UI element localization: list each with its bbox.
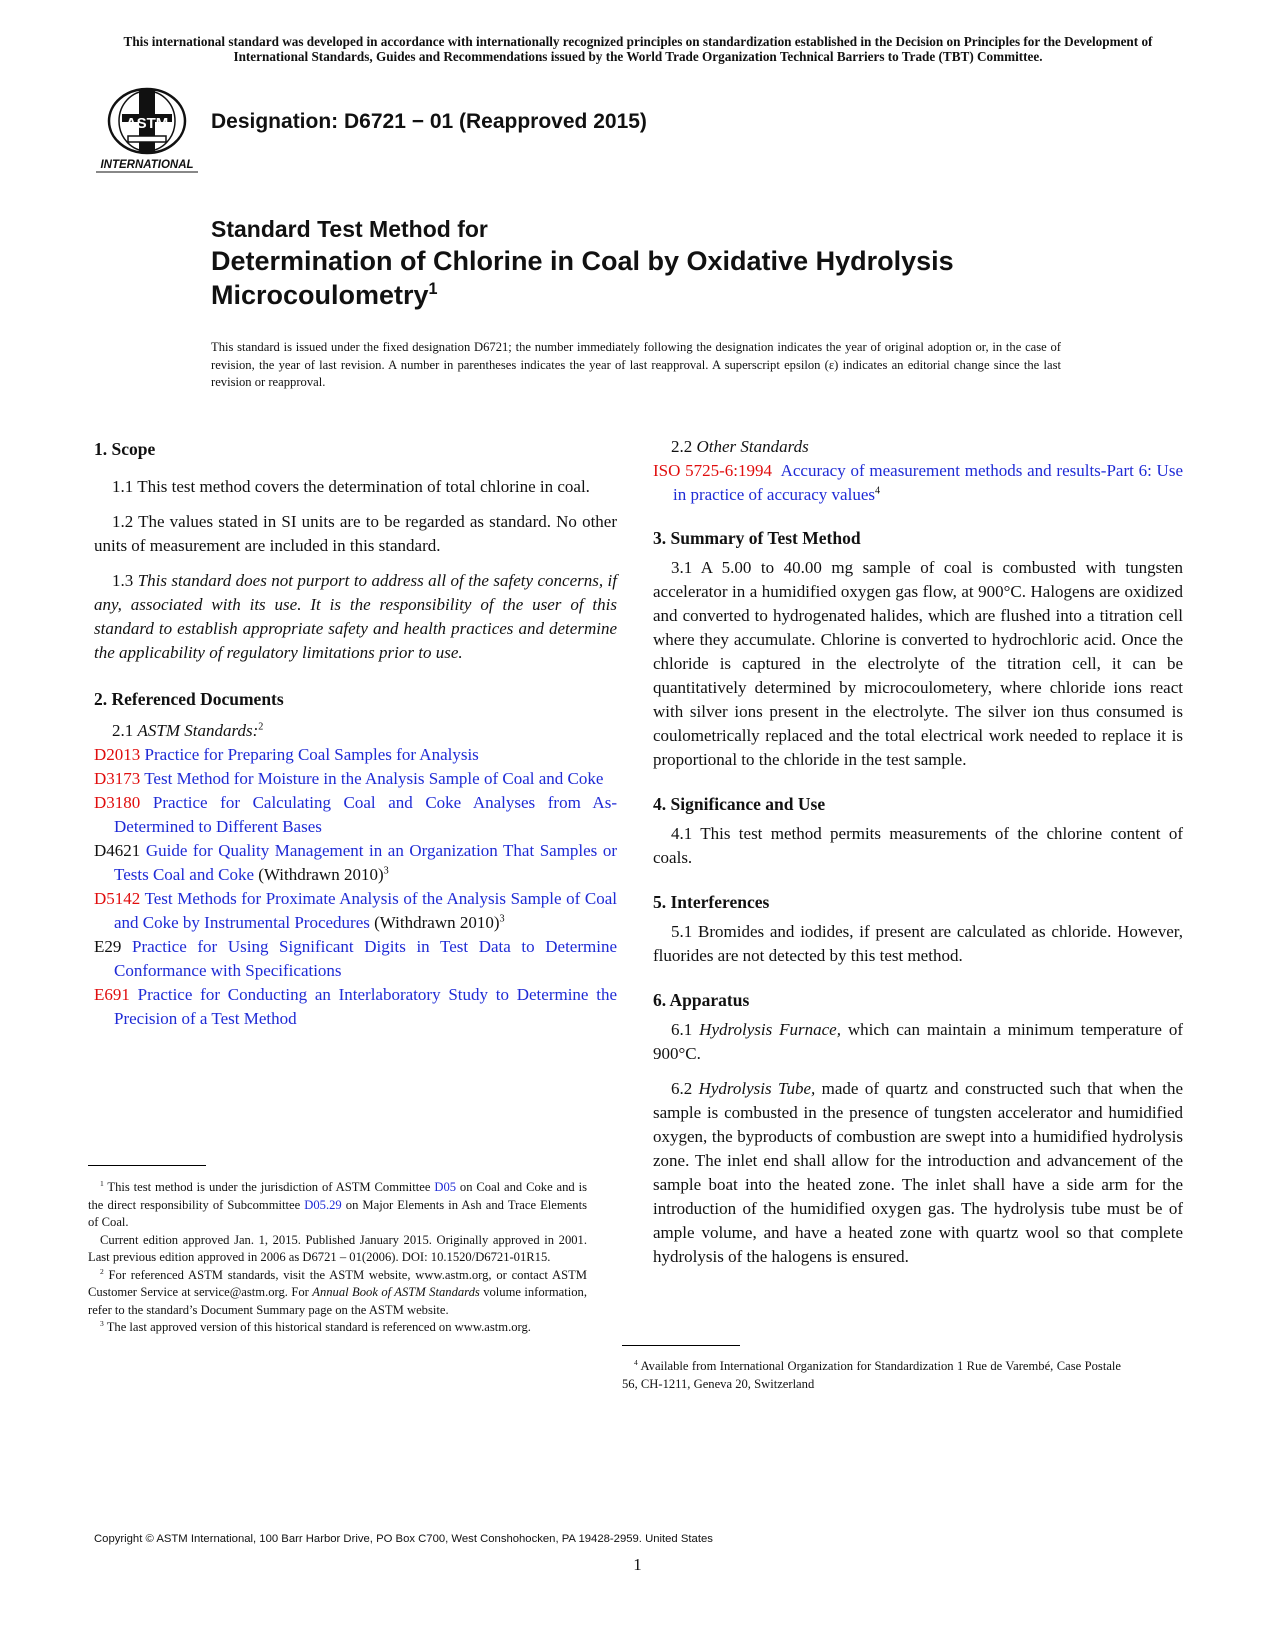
scope-p2: 1.2 The values stated in SI units are to be regarded as standard. No other units of measurement are included in this standard. bbox=[94, 512, 617, 555]
title-line-2: Determination of Chlorine in Coal by Oxidative Hydrolysis bbox=[211, 246, 954, 276]
footnote-1: $^1$ This test method is under the jurisdiction of ASTM Committee D05 on Coal and Coke and is the direct responsibility of Subcommittee D05.29 on Major Elements in Ash and Trace Elements of Coal. bbox=[88, 1178, 587, 1229]
section-heading-summary: 3. Summary of Test Method bbox=[653, 528, 861, 548]
footnote-rule-right bbox=[622, 1345, 740, 1346]
ref-code[interactable]: D3180 bbox=[94, 793, 141, 812]
section-heading-interferences: 5. Interferences bbox=[653, 892, 770, 912]
ref-item[interactable] bbox=[94, 767, 617, 791]
ref-title[interactable]: Test Methods for Proximate Analysis of the Analysis Sample of Coal and Coke by Instrumental Procedures bbox=[114, 889, 617, 932]
ref-title[interactable]: Guide for Quality Management in an Organization That Samples or Tests Coal and Coke bbox=[114, 841, 617, 884]
ref-item[interactable] bbox=[94, 743, 617, 767]
section-heading-apparatus: 6. Apparatus bbox=[653, 990, 750, 1010]
footnote-1-edition: Current edition approved Jan. 1, 2015. Published January 2015. Originally approved in 2001. Last previous edition approved in 2006 as D6721 – 01(2006). DOI: 10.1520/D6721-01R15. bbox=[88, 1232, 587, 1264]
ref-title[interactable]: Practice for Calculating Coal and Coke Analyses from As-Determined to Different Bases bbox=[114, 793, 617, 836]
other-standards-label: 2.2 Other Standards bbox=[671, 437, 809, 456]
ref-item[interactable] bbox=[94, 983, 617, 1031]
interferences-p1: 5.1 Bromides and iodides, if present are calculated as chloride. However, fluorides are not detected by this test method. bbox=[653, 922, 1183, 965]
ref-title[interactable]: Test Method for Moisture in the Analysis Sample of Coal and Coke bbox=[144, 769, 604, 788]
ref-title[interactable]: Practice for Using Significant Digits in Test Data to Determine Conformance with Specifications bbox=[114, 937, 617, 980]
ref-title[interactable]: Practice for Preparing Coal Samples for Analysis bbox=[144, 745, 479, 764]
copyright: Copyright © ASTM International, 100 Barr Harbor Drive, PO Box C700, West Conshohocken, PA 19428-2959. United States bbox=[94, 1533, 713, 1545]
significance-p1: 4.1 This test method permits measurements of the chlorine content of coals. bbox=[653, 824, 1183, 867]
scope-p1: 1.1 This test method covers the determination of total chlorine in coal. bbox=[112, 477, 590, 496]
section-heading-scope: 1. Scope bbox=[94, 439, 156, 459]
ref-item[interactable] bbox=[94, 791, 617, 839]
title-block bbox=[211, 214, 1111, 312]
scope-p3: 1.3 This standard does not purport to address all of the safety concerns, if any, associated with its use. It is the responsibility of the user of this standard to establish appropriate safety and health practices and determine the applicability of regulatory limitations prior to use. bbox=[94, 571, 617, 662]
apparatus-p2: 6.2 Hydrolysis Tube, made of quartz and constructed such that when the sample is combusted in the presence of tungsten accelerator and humidified oxygen, the byproducts of combustion are swept into a humidified hydrolysis zone. The inlet end shall allow for the introduction and advancement of the sample boat into the heated zone. The inlet shall have a side arm for the introduction of the humidified oxygen gas. The hydrolysis tube must be of ample volume, and have a heated zone with quartz wool so that complete hydrolysis of the halogens is ensured. bbox=[653, 1079, 1184, 1266]
title-footnote-mark[interactable]: 1 bbox=[428, 280, 438, 298]
svg-text:ASTM: ASTM bbox=[125, 115, 169, 132]
ref-code: E29 bbox=[94, 937, 122, 956]
iso-ref-code[interactable]: ISO 5725-6:1994 bbox=[653, 461, 773, 480]
ref-code: D4621 bbox=[94, 841, 141, 860]
ref-list bbox=[94, 743, 617, 1031]
ref-item[interactable]: D5142 Test Methods for Proximate Analysis of the Analysis Sample of Coal and Coke by Instrumental Procedures (Withdrawn 2010)$^3$ bbox=[94, 889, 617, 932]
issue-note: This standard is issued under the fixed designation D6721; the number immediately following the designation indicates the year of original adoption or, in the case of revision, the year of last revision. A number in parentheses indicates the year of last reapproval. A superscript epsilon (ε) indicates an editorial change since the last revision or reapproval. bbox=[211, 340, 1061, 389]
designation: Designation: D6721 − 01 (Reapproved 2015) bbox=[211, 110, 647, 133]
title-line-1: Standard Test Method for bbox=[211, 216, 488, 242]
astm-logo bbox=[92, 84, 202, 179]
ref-title[interactable]: Practice for Conducting an Interlaboratory Study to Determine the Precision of a Test Method bbox=[114, 985, 618, 1028]
logo-subtext: INTERNATIONAL bbox=[100, 159, 194, 171]
subcommittee-link[interactable]: D05.29 bbox=[304, 1197, 342, 1212]
ref-code[interactable]: D5142 bbox=[94, 889, 141, 908]
right-column bbox=[653, 435, 1183, 1280]
astm-standards-label: 2.1 ASTM Standards:$^2$ bbox=[112, 721, 264, 740]
ref-item[interactable]: D4621 Guide for Quality Management in an Organization That Samples or Tests Coal and Coke (Withdrawn 2010)$^3$ bbox=[94, 841, 617, 884]
section-heading-referenced: 2. Referenced Documents bbox=[94, 689, 284, 709]
ref-item[interactable] bbox=[94, 935, 617, 983]
footnote-4: $^4$ Available from International Organization for Standardization 1 Rue de Varembé, Case Postale 56, CH-1211, Geneva 20, Switzerland bbox=[622, 1357, 1121, 1391]
apparatus-p1: 6.1 Hydrolysis Furnace, which can maintain a minimum temperature of 900°C. bbox=[653, 1020, 1184, 1063]
footnote-rule-left bbox=[88, 1165, 206, 1166]
committee-link[interactable]: D05 bbox=[434, 1180, 457, 1194]
iso-ref-title[interactable]: Accuracy of measurement methods and results-Part 6: Use in practice of accuracy values bbox=[673, 461, 1183, 504]
page-number: 1 bbox=[633, 1555, 642, 1574]
left-column bbox=[94, 437, 617, 1031]
footnotes-left bbox=[88, 1179, 587, 1337]
top-notice: This international standard was developed in accordance with internationally recognized principles on standardization established in the Decision on Principles for the Development of International Standards, Guides and Recommendations issued by the World Trade Organization Technical Barriers to Trade (TBT) Committee. bbox=[123, 34, 1153, 64]
astm-logo-icon bbox=[92, 84, 202, 179]
ref-code[interactable]: D3173 bbox=[94, 769, 141, 788]
ref-withdrawn: (Withdrawn 2010) bbox=[258, 865, 384, 884]
footnotes-right bbox=[622, 1358, 1121, 1393]
footnote-3: $^3$ The last approved version of this historical standard is referenced on www.astm.org. bbox=[100, 1318, 531, 1334]
title-line-3: Microcoulometry$^1$ bbox=[211, 280, 438, 310]
section-heading-significance: 4. Significance and Use bbox=[653, 794, 826, 814]
footnote-2: $^2$ For referenced ASTM standards, visit the ASTM website, www.astm.org, or contact ASTM Customer Service at service@astm.org. For Annual Book of ASTM Standards volume information, refer to the standard’s Document Summary page on the ASTM website. bbox=[88, 1266, 587, 1317]
iso-ref-item[interactable]: ISO 5725-6:1994 Accuracy of measurement methods and results-Part 6: Use in practice of accuracy values$^4$ bbox=[653, 461, 1183, 504]
ref-code[interactable]: D2013 bbox=[94, 745, 141, 764]
summary-p1: 3.1 A 5.00 to 40.00 mg sample of coal is combusted with tungsten accelerator in a humidified oxygen gas flow, at 900°C. Halogens are oxidized and converted to hydrogenated halides, which are flushed into a titration cell where they accumulate. Chlorine is converted to hydrochloric acid. Once the chloride is captured in the electrolyte of the titration cell, it can be quantitatively determined by microcoulometery, where chloride ions react with silver ions present in the electrolyte. The silver ion thus consumed is coulometrically replaced and the total electrical work needed to replace it is proportional to the chloride in the test sample. bbox=[653, 558, 1183, 769]
ref-code[interactable]: E691 bbox=[94, 985, 130, 1004]
ref-withdrawn: (Withdrawn 2010) bbox=[374, 913, 500, 932]
